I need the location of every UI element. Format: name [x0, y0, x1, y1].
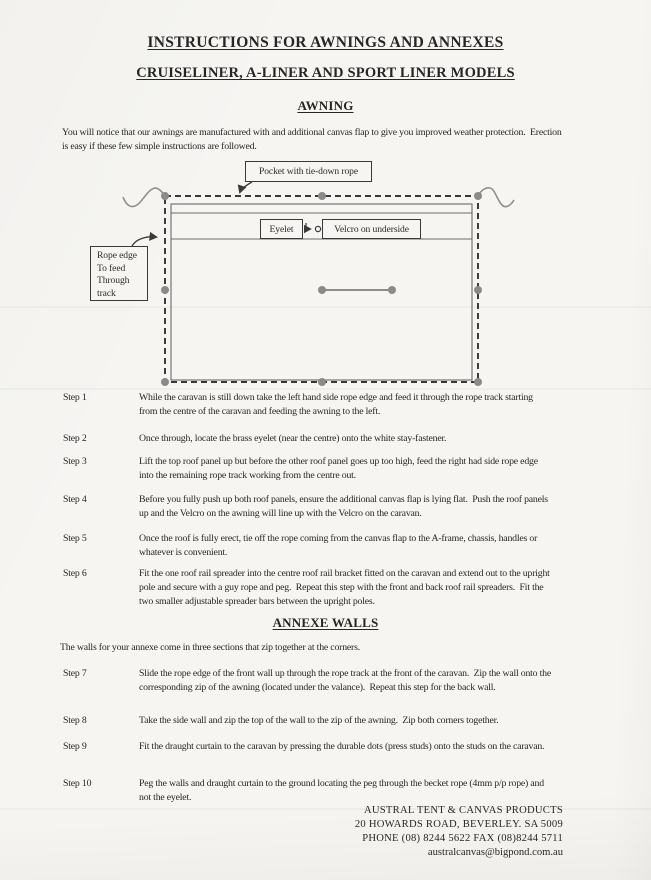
footer-address: 20 HOWARDS ROAD, BEVERLEY. SA 5009 [354, 819, 563, 830]
step-row [63, 740, 551, 754]
annexe-walls-heading: ANNEXE WALLS [272, 615, 379, 630]
rope-edge-line: Rope edge [97, 250, 137, 261]
step-text: Fit the one roof rail spreader into the centre roof rail bracket fitted on the caravan and extend out to the upright pole and secure with a guy rope and peg. Repeat this step with the front and back roof rail spreaders. Fit the two smaller adjustable spreader bars between the upright poles. [139, 568, 552, 607]
rope-edge-line: track [97, 287, 116, 299]
rope-edge-label [90, 246, 148, 301]
step-row [63, 567, 551, 609]
step-text: Once the roof is fully erect, tie off the rope coming from the canvas flap to the A-frame, chassis, handles or whatever is convenient. [139, 533, 540, 558]
pocket-arrow [240, 182, 252, 192]
eyelet-arrow [306, 223, 310, 229]
company-footer [355, 804, 563, 860]
left-squiggle [123, 188, 165, 207]
rope-edge-arrow [132, 237, 156, 246]
footer-phone-fax: PHONE (08) 8244 5622 FAX (08)8244 5711 [362, 833, 563, 844]
step-text: Fit the draught curtain to the caravan by pressing the durable dots (press studs) onto the studs on the caravan. [139, 741, 545, 752]
step-row [63, 432, 551, 446]
subtitle: CRUISELINER, A-LINER AND SPORT LINER MODELS [136, 65, 515, 81]
step-text: Peg the walls and draught curtain to the ground locating the peg through the becket rope (4mm p/p rope) and not the eyelet. [139, 778, 547, 803]
walls-intro-paragraph: The walls for your annexe come in three sections that zip together at the corners. [60, 642, 360, 653]
step-label: Step 1 [63, 392, 87, 403]
footer-company-name: AUSTRAL TENT & CANVAS PRODUCTS [363, 805, 563, 816]
right-squiggle [478, 188, 514, 207]
page-title: INSTRUCTIONS FOR AWNINGS AND ANNEXES [147, 34, 504, 51]
step-label: Step 8 [63, 715, 87, 726]
step-label: Step 10 [63, 778, 92, 789]
step-label: Step 4 [63, 494, 87, 505]
step-row [63, 714, 551, 728]
step-text: Once through, locate the brass eyelet (near the centre) onto the white stay-fastener. [139, 433, 447, 444]
footer-email: australcanvas@bigpond.com.au [427, 847, 563, 858]
rope-edge-line: To feed [97, 262, 126, 274]
eyelet-circle [315, 226, 320, 231]
step-text: Lift the top roof panel up but before the other roof panel goes up too high, feed the right had side rope edge into the remaining rope track working from the centre out. [139, 456, 541, 481]
step-label: Step 6 [63, 568, 87, 579]
step-row [63, 455, 551, 483]
rope-edge-line: Through [97, 275, 130, 286]
step-row [63, 391, 551, 419]
step-text: Before you fully push up both roof panels, ensure the additional canvas flap is lying flat. Push the roof panels up and the Velcro on the awning will line up with the Velcro on the caravan. [139, 494, 551, 519]
awning-diagram [0, 155, 651, 395]
step-label: Step 2 [63, 433, 87, 444]
step-label: Step 9 [63, 741, 87, 752]
step-label: Step 7 [63, 668, 87, 679]
step-row [63, 777, 551, 805]
step-text: Slide the rope edge of the front wall up through the rope track at the front of the caravan. Zip the wall onto the corresponding zip of the awning (located under the valance). Repeat this step for the back wall. [139, 668, 554, 693]
intro-paragraph: You will notice that our awnings are manufactured with and additional canvas flap to give you improved weather protection. Erection is easy if these few simple instructions are followed. [62, 127, 564, 152]
step-text: Take the side wall and zip the top of the wall to the zip of the awning. Zip both corners together. [139, 715, 499, 726]
awning-heading: AWNING [297, 98, 354, 113]
step-text: While the caravan is still down take the left hand side rope edge and feed it through the rope track starting from the centre of the caravan and feeding the awning to the left. [139, 392, 536, 417]
step-row [63, 493, 551, 521]
step-row [63, 667, 554, 695]
step-label: Step 5 [63, 533, 87, 544]
step-row [63, 532, 551, 560]
velcro-label: Velcro on underside [322, 219, 421, 239]
pocket-label: Pocket with tie-down rope [245, 161, 372, 182]
step-label: Step 3 [63, 456, 87, 467]
eyelet-label: Eyelet [260, 219, 303, 239]
